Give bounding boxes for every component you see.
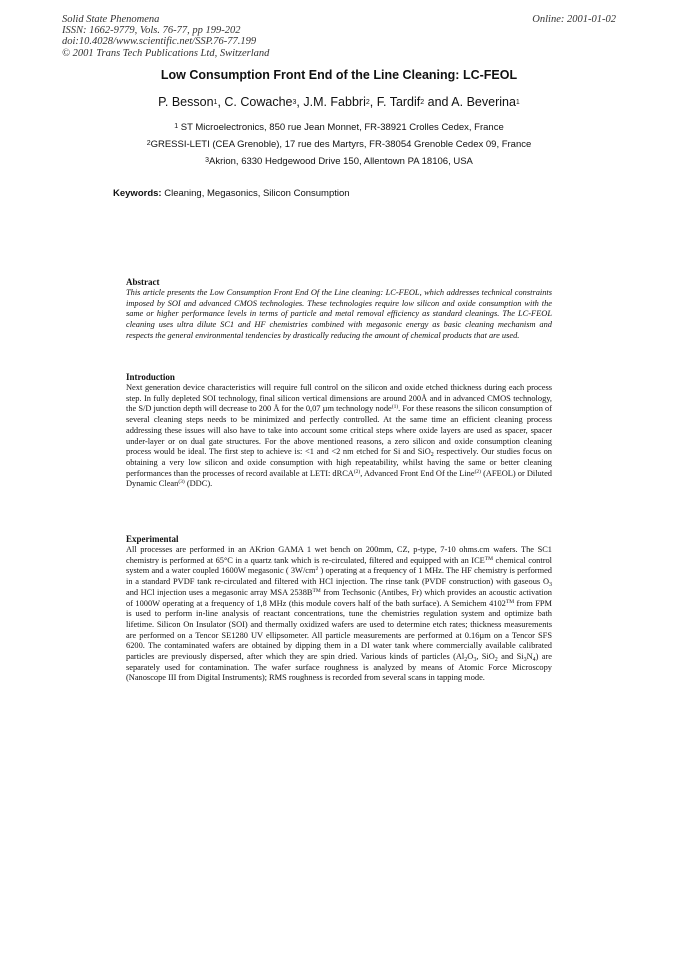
abstract-section bbox=[126, 277, 552, 342]
author-list bbox=[0, 95, 678, 109]
affiliation-2: $^2$GRESSI-LETI (CEA Grenoble), 17 rue des Martyrs, FR-38054 Grenoble Cedex 09, France bbox=[146, 139, 532, 150]
affiliation-1: $^1$ ST Microelectronics, 850 rue Jean Monnet, FR-38921 Crolles Cedex, France bbox=[174, 122, 504, 133]
abstract-heading: Abstract bbox=[126, 277, 160, 287]
journal-header bbox=[62, 14, 616, 59]
author: J.M. Fabbri$^2$, bbox=[303, 95, 377, 109]
author: F. Tardif$^2$ and bbox=[376, 95, 452, 109]
author: C. Cowache$^3$, bbox=[224, 95, 304, 109]
paper-title: Low Consumption Front End of the Line Cleaning: LC-FEOL bbox=[160, 68, 518, 82]
keywords-text: Cleaning, Megasonics, Silicon Consumption bbox=[164, 188, 350, 199]
affiliation-3: $^3$Akrion, 6330 Hedgewood Drive 150, Allentown PA 18106, USA bbox=[205, 156, 473, 167]
keywords-label: Keywords: bbox=[113, 188, 162, 199]
experimental-section bbox=[126, 534, 552, 684]
journal-name: Solid State Phenomena bbox=[62, 14, 160, 25]
author: P. Besson$^1$, bbox=[158, 95, 225, 109]
online-date: Online: 2001-01-02 bbox=[532, 14, 616, 25]
introduction-section bbox=[126, 372, 552, 490]
author: A. Beverina$^1$ bbox=[451, 95, 520, 109]
introduction-text: Next generation device characteristics will require full control on the silicon and oxide etched thickness during each process step. In fully depleted SOI technology, final silicon vertical dimensions are around 200Å and in advanced CMOS technology, the S/D junction depth will decrease to 200 Å for the 0,07 µm technology node$^{(1)}$. For these reasons the silicon consumption of several cleaning steps needs to be minimized and perfectly controlled. At the same time an efficient cleaning process addressing these issues will also have to take into account some critical steps where oxide layers are used as spacer, spacer under-layer or on dual gate structures. For the above mentioned reasons, a zero silicon and oxide consumption cleaning process would be ideal. The first step to achieve is: <1 and <2 nm etched for Si and SiO$_2$ respectively. Our studies focus on obtaining a very low silicon and oxide consumption with high repeatability, whilst having the same or better cleaning performances than the processes of record available at LETI: dRCA$^{(2)}$, Advanced Front End Of the Line$^{(2)}$ (AFEOL) or Diluted Dynamic Clean$^{(3)}$ (DDC). bbox=[126, 383, 552, 489]
keywords bbox=[113, 188, 613, 199]
copyright-line: © 2001 Trans Tech Publications Ltd, Switzerland bbox=[62, 47, 270, 59]
issn-line: ISSN: 1662-9779, Vols. 76-77, pp 199-202 bbox=[62, 25, 241, 37]
doi-line: doi:10.4028/www.scientific.net/SSP.76-77.199 bbox=[62, 36, 257, 48]
abstract-text: This article presents the Low Consumption Front End Of the Line cleaning: LC-FEOL, which addresses technical constraints imposed by SOI and advanced CMOS technologies. These technologies require low silicon and oxide consumption with the same or higher performance levels in terms of particle and metal removal efficiency as standard cleanings. The LC-FEOL cleaning uses ultra dilute SC1 and HF chemistries combined with megasonic energy as basic cleaning mechanism and respects the general environmental tendencies by drastically reducing the amount of chemical products that are used. bbox=[126, 288, 552, 340]
experimental-heading: Experimental bbox=[126, 534, 179, 544]
experimental-text: All processes are performed in an AKrion GAMA 1 wet bench on 200mm, CZ, p-type, 7-10 ohms.cm wafers. The SC1 chemistry is performed at 65°C in a quartz tank which is re-circulated, filtered and equipped with an ICE™ chemical control system and a water coupled 1600W megasonic ( $3W/cm^2$ ) operating at a frequency of 1 MHz. The HF chemistry is performed in a standard PVDF tank re-circulated and filtered with HCl injection. The rinse tank (PVDF construction) with gaseous $O_3$ and HCl injection uses a megasonic array MSA 2538B™ from Techsonic (Antibes, Fr) which provides an acoustic activation of 1000W operating at a frequency of 1,8 MHz (this module covers half of the bath surface). A Semichem 4102™ from FPM is used to perform in-line analysis of reactant concentrations, tune the chemistries regulation system and optimize bath lifetime. Silicon On Insulator (SOI) and thermally oxidized wafers are used to determine etch rates; thickness measurements are performed on a Tencor SE1280 UV ellipsometer. All particle measurements are performed at 0.16µm on a Tencor SFS 6200. The contaminated wafers are obtained by dipping them in a DI water tank where commercially available calibrated particles are previously dispersed, after which they are spin dried. Various kinds of particles ($Al_2O_3$, SiO$_2$ and $Si_3N_4$) are separately used for contamination. The wafer surface roughness is analyzed by means of Atomic Force Microscopy (Nanoscope III from Digital Instruments); RMS roughness is recorded from several scans in tapping mode. bbox=[126, 545, 552, 683]
introduction-heading: Introduction bbox=[126, 372, 175, 382]
